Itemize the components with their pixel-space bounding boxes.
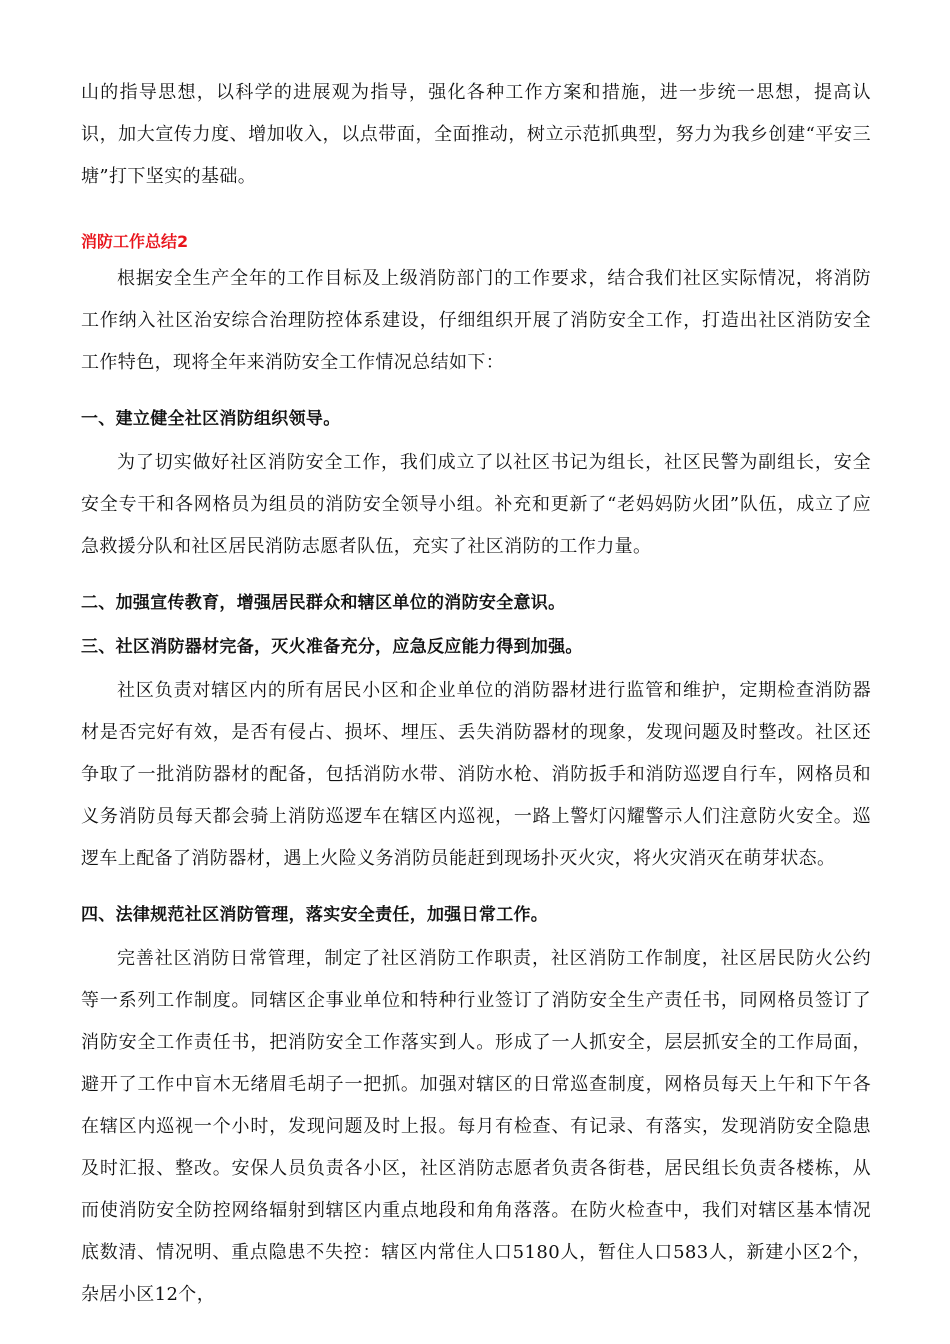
heading-3: 三、社区消防器材完备，灭火准备充分，应急反应能力得到加强。: [81, 637, 583, 657]
paragraph-3: 社区负责对辖区内的所有居民小区和企业单位的消防器材进行监管和维护，定期检查消防器材是否完好有效，是否有侵占、损坏、埋压、丢失消防器材的现象，发现问题及时整改。社区还争取了一批消防器材的配备，包括消防水带、消防水枪、消防扳手和消防巡逻自行车，网格员和义务消防员每天都会骑上消防巡逻车在辖区内巡视，一路上警灯闪耀警示人们注意防火安全。巡逻车上配备了消防器材，遇上火险义务消防员能赶到现场扑灭火灾，将火灾消灭在萌芽状态。: [81, 680, 871, 869]
heading-2: 二、加强宣传教育，增强居民群众和辖区单位的消防安全意识。: [81, 593, 566, 613]
paragraph-1: 为了切实做好社区消防安全工作，我们成立了以社区书记为组长，社区民警为副组长，安全安全专干和各网格员为组员的消防安全领导小组。补充和更新了“老妈妈防火团”队伍，成立了应急救援分队和社区居民消防志愿者队伍，充实了社区消防的工作力量。: [81, 452, 871, 557]
intro-paragraph: 山的指导思想，以科学的进展观为指导，强化各种工作方案和措施，进一步统一思想，提高认识，加大宣传力度、增加收入，以点带面，全面推动，树立示范抓典型，努力为我乡创建“平安三塘”打下坚实的基础。: [81, 82, 871, 187]
document-page: [81, 72, 871, 1316]
paragraph-4: 完善社区消防日常管理，制定了社区消防工作职责，社区消防工作制度，社区居民防火公约等一系列工作制度。同辖区企事业单位和特种行业签订了消防安全生产责任书，同网格员签订了消防安全工作责任书，把消防安全工作落实到人。形成了一人抓安全，层层抓安全的工作局面，避开了工作中盲木无绪眉毛胡子一把抓。加强对辖区的日常巡查制度，网格员每天上午和下午各在辖区内巡视一个小时，发现问题及时上报。每月有检查、有记录、有落实，发现消防安全隐患及时汇报、整改。安保人员负责各小区，社区消防志愿者负责各街巷，居民组长负责各楼栋，从而使消防安全防控网络辐射到辖区内重点地段和角角落落。在防火检查中，我们对辖区基本情况底数清、情况明、重点隐患不失控：辖区内常住人口5180人，暂住人口583人，新建小区2个，杂居小区12个，: [81, 948, 871, 1305]
heading-1: 一、建立健全社区消防组织领导。: [81, 409, 341, 429]
opening-paragraph: 根据安全生产全年的工作目标及上级消防部门的工作要求，结合我们社区实际情况，将消防工作纳入社区治安综合治理防控体系建设，仔细组织开展了消防安全工作，打造出社区消防安全工作特色，现将全年来消防安全工作情况总结如下：: [81, 268, 871, 373]
heading-4: 四、法律规范社区消防管理，落实安全责任，加强日常工作。: [81, 905, 549, 925]
section-title: 消防工作总结2: [81, 232, 189, 251]
